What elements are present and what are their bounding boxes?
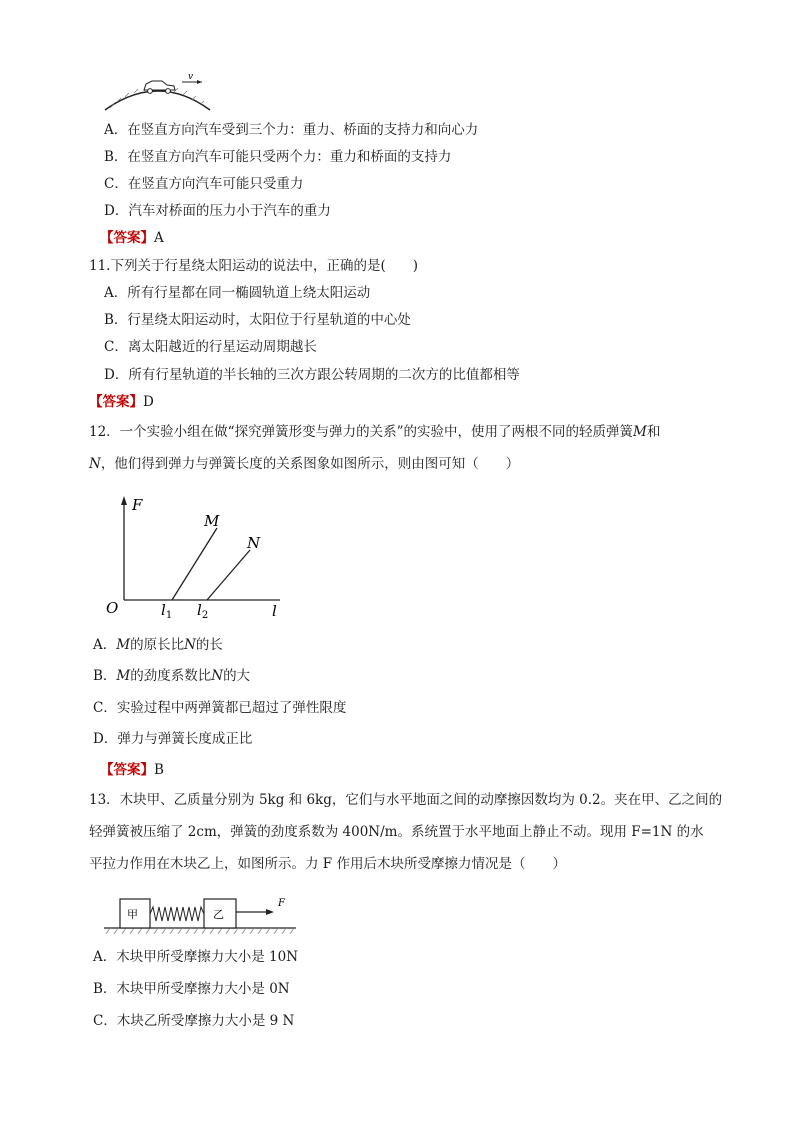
origin-label: O: [106, 599, 119, 617]
svg-text:甲: 甲: [127, 908, 138, 921]
line-m: [172, 528, 217, 600]
q12-option-b: B．M的劲度系数比N的大: [93, 668, 251, 684]
q11-option-b: B．行星绕太阳运动时，太阳位于行星轨道的中心处: [104, 312, 411, 328]
q11-answer: [89, 393, 154, 411]
q12-stem-line1: 12．一个实验小组在做“探究弹簧形变与弹力的关系”的实验中，使用了两根不同的轻质弹簧M和: [89, 424, 661, 440]
spring-force-length-graph: [100, 490, 300, 624]
line-n-label: N: [247, 534, 261, 552]
q13-stem-line1: 13．木块甲、乙质量分别为 5kg 和 6kg，它们与水平地面之间的动摩擦因数均为 0.2。夹在甲、乙之间的: [89, 792, 723, 808]
q13-option-b: B．木块甲所受摩擦力大小是 0N: [93, 981, 290, 997]
q13-option-c: C．木块乙所受摩擦力大小是 9 N: [93, 1013, 295, 1029]
answer-value: D: [143, 394, 154, 410]
tick-l1-label: $l_1$: [161, 601, 173, 621]
answer-tag: 【答案】: [100, 230, 154, 246]
answer-value: A: [154, 230, 164, 246]
q11-option-a: A．所有行星都在同一椭圆轨道上绕太阳运动: [104, 285, 371, 301]
answer-tag: 【答案】: [100, 762, 154, 778]
tick-l2-label: $l_2$: [197, 601, 209, 621]
x-axis-label: l: [272, 602, 277, 620]
q12-option-a: A．M的原长比N的长: [93, 637, 223, 653]
bridge-car-figure: [100, 70, 220, 114]
blocks-spring-figure: [100, 890, 300, 940]
q13-stem-line3: 平拉力作用在木块乙上，如图所示。力 F 作用后木块所受摩擦力情况是（ ）: [89, 856, 566, 872]
answer-tag: 【答案】: [89, 394, 143, 410]
q11-stem: 11.下列关于行星绕太阳运动的说法中，正确的是( ): [89, 258, 419, 274]
velocity-label: v: [188, 72, 194, 82]
line-n: [207, 550, 250, 600]
q10-answer: [100, 229, 164, 247]
answer-value: B: [154, 762, 164, 778]
q10-option-b: B．在竖直方向汽车可能只受两个力：重力和桥面的支持力: [104, 149, 452, 165]
q12-option-d: D．弹力与弹簧长度成正比: [93, 731, 253, 747]
q11-option-c: C．离太阳越近的行星运动周期越长: [104, 339, 317, 355]
q12-option-c: C．实验过程中两弹簧都已超过了弹性限度: [93, 700, 347, 716]
q12-answer: [100, 761, 164, 779]
q11-option-d: D．所有行星轨道的半长轴的三次方跟公转周期的二次方的比值都相等: [104, 367, 520, 383]
y-axis-label: F: [132, 496, 143, 514]
q10-option-c: C．在竖直方向汽车可能只受重力: [104, 176, 304, 192]
spring: [150, 907, 204, 921]
force-label: F: [278, 898, 285, 909]
q12-stem-line2: N，他们得到弹力与弹簧长度的关系图象如图所示，则由图可知（ ）: [89, 456, 520, 472]
q10-option-a: A．在竖直方向汽车受到三个力：重力、桥面的支持力和向心力: [104, 122, 479, 138]
line-m-label: M: [204, 512, 220, 530]
q13-option-a: A．木块甲所受摩擦力大小是 10N: [93, 949, 299, 965]
svg-text:乙: 乙: [213, 908, 224, 921]
q10-option-d: D．汽车对桥面的压力小于汽车的重力: [104, 203, 331, 219]
q13-stem-line2: 轻弹簧被压缩了 2cm，弹簧的劲度系数为 400N/m。系统置于水平地面上静止不动。现用 F=1N 的水: [89, 824, 704, 840]
